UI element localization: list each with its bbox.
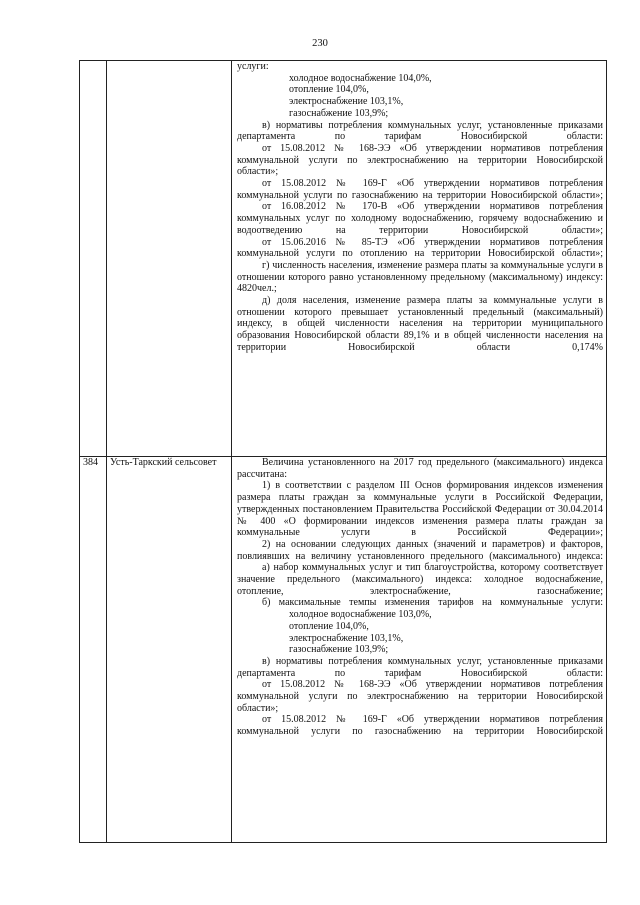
paragraph: от 15.08.2012 № 169-Г «Об утверждении нормативов потребления коммунальной услуги по газоснабжению на территории Новосибирской bbox=[237, 714, 603, 738]
municipality-cell bbox=[107, 61, 232, 457]
paragraph: электроснабжение 103,1%, bbox=[289, 96, 404, 108]
paragraph: 2) на основании следующих данных (значений и параметров) и факторов, повлиявших на величину установленного предельного (максимального) индекса: bbox=[237, 538, 603, 562]
paragraph: от 15.08.2012 № 168-ЭЭ «Об утверждении нормативов потребления коммунальной услуги по электроснабжению на территории Новосибирской области»; bbox=[237, 142, 603, 178]
paragraph: 1) в соответствии с разделом III Основ формирования индексов изменения размера платы граждан за коммунальные услуги в Российской Федерации, утвержденных постановлением Правительства Российской Федерации от 30.04.2014 № 400 «О формировании индексов изменения размера платы граждан за коммунальные услуги в Российской Федерации»; bbox=[237, 480, 603, 539]
description-text bbox=[235, 457, 603, 738]
paragraph: электроснабжение 103,1%, bbox=[289, 632, 404, 644]
page-number: 230 bbox=[312, 38, 328, 49]
description-text bbox=[235, 61, 603, 354]
paragraph: в) нормативы потребления коммунальных услуг, установленные приказами департамента по тарифам Новосибирской области: bbox=[237, 119, 603, 143]
paragraph: от 16.08.2012 № 170-В «Об утверждении нормативов потребления коммунальных услуг по холодному водоснабжению, горячему водоснабжению и водоотведению на территории Новосибирской области»; bbox=[237, 201, 603, 236]
paragraph: г) численность населения, изменение размера платы за коммунальные услуги в отношении которого равно установленному предельному (максимальному) индексу: 4820чел.; bbox=[237, 259, 603, 295]
paragraph: а) набор коммунальных услуг и тип благоустройства, которому соответствует значение предельного (максимального) индекса: холодное водоснабжение, отопление, электроснабжение, газоснабжение; bbox=[237, 562, 603, 597]
municipality-cell bbox=[107, 457, 232, 843]
row-number: 384 bbox=[83, 457, 98, 468]
paragraph: б) максимальные темпы изменения тарифов на коммунальные услуги: bbox=[262, 597, 603, 609]
paragraph: отопление 104,0%, bbox=[289, 620, 369, 632]
paragraph: от 15.08.2012 № 169-Г «Об утверждении нормативов потребления коммунальной услуги по газоснабжению на территории Новосибирской области»; bbox=[237, 178, 603, 201]
paragraph: газоснабжение 103,9%; bbox=[289, 107, 389, 119]
paragraph: от 15.06.2016 № 85-ТЭ «Об утверждении нормативов потребления коммунальной услуги по отоплению на территории Новосибирской области»; bbox=[237, 236, 603, 260]
paragraph: Величина установленного на 2017 год предельного (максимального) индекса рассчитана: bbox=[237, 457, 603, 480]
row-number-cell bbox=[80, 457, 107, 843]
description-cell bbox=[232, 61, 607, 457]
table-row bbox=[80, 457, 607, 843]
paragraph: холодное водоснабжение 103,0%, bbox=[289, 609, 432, 621]
table-row bbox=[80, 61, 607, 457]
paragraph: в) нормативы потребления коммунальных услуг, установленные приказами департамента по тарифам Новосибирской области: bbox=[237, 655, 603, 679]
description-cell bbox=[232, 457, 607, 843]
paragraph: д) доля населения, изменение размера платы за коммунальные услуги в отношении которого превышает установленный предельный (максимальный) индексу, в общей численности населения на территории муниципального образования Новосибирской области 89,1% и в общей численности населения на территории Новосибирской области 0,174% bbox=[237, 295, 603, 353]
paragraph: от 15.08.2012 № 168-ЭЭ «Об утверждении нормативов потребления коммунальной услуги по электроснабжению на территории Новосибирской области»; bbox=[237, 679, 603, 714]
paragraph: холодное водоснабжение 104,0%, bbox=[289, 72, 432, 84]
municipality-name: Усть-Таркский сельсовет bbox=[110, 457, 217, 468]
document-table bbox=[79, 60, 607, 843]
paragraph: услуги: bbox=[237, 61, 269, 72]
paragraph: газоснабжение 103,9%; bbox=[289, 644, 389, 656]
paragraph: отопление 104,0%, bbox=[289, 84, 369, 96]
row-number-cell bbox=[80, 61, 107, 457]
